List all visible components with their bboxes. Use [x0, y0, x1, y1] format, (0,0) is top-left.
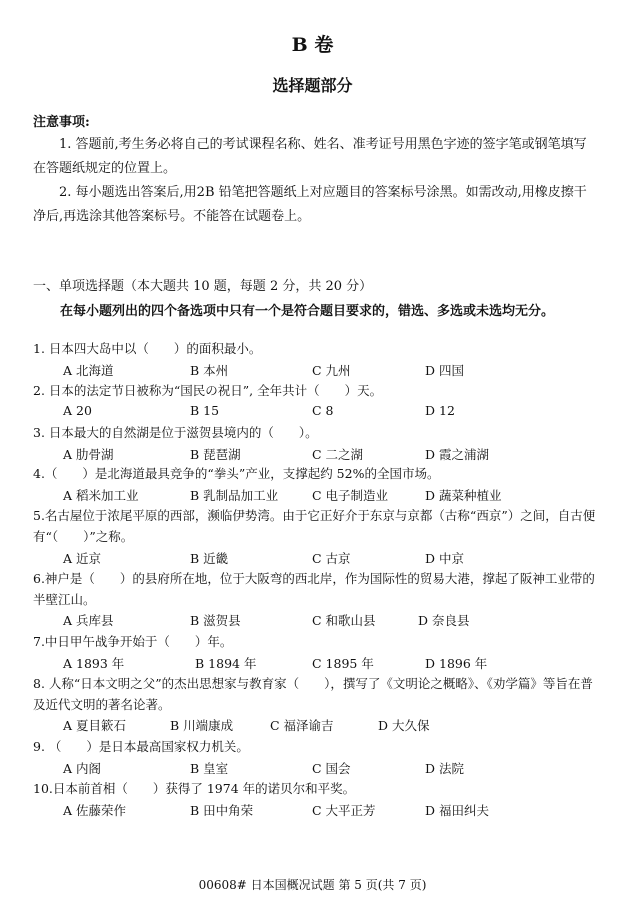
option: C 1895 年: [312, 656, 374, 671]
question-stem: 6.神户是（ ）的县府所在地，位于大阪弯的西北岸，作为国际性的贸易大港，撑起了阪神工业带的半壁江山。: [33, 571, 595, 607]
option: A 夏目簌石: [63, 718, 127, 733]
option: C 电子制造业: [312, 488, 389, 503]
option: C 和歌山县: [312, 613, 376, 628]
question-stem: 1. 日本四大岛中以（ ）的面积最小。: [33, 341, 262, 356]
option: B 川端康成: [170, 718, 234, 733]
option: D 蔬菜种植业: [425, 488, 502, 503]
question-stem: 10.日本前首相（ ）获得了 1974 年的诺贝尔和平奖。: [33, 781, 356, 796]
question-stem: 2. 日本的法定节日被称为“国民の祝日”, 全年共计（ ）天。: [33, 383, 383, 398]
option: B 15: [190, 403, 220, 418]
option: D 四国: [425, 363, 464, 378]
section-instruction: 在每小题列出的四个备选项中只有一个是符合题目要求的，错选、多选或未选均无分。: [60, 304, 555, 319]
option: C 二之湖: [312, 447, 364, 462]
option: D 霞之浦湖: [425, 447, 489, 462]
option: D 1896 年: [425, 656, 488, 671]
option: C 古京: [312, 551, 351, 566]
option: A 稻米加工业: [63, 488, 139, 503]
exam-title: B 卷: [291, 34, 334, 56]
question-stem: 5.名古屋位于浓尾平原的西部，濒临伊势湾。由于它正好介于东京与京都（古称“西京”）之间，自古便有“（ ）”之称。: [33, 508, 596, 544]
option: B 近畿: [190, 551, 229, 566]
option: B 田中角荣: [190, 803, 254, 818]
option: B 1894 年: [195, 656, 257, 671]
option: D 大久保: [378, 718, 430, 733]
option: B 滋贺县: [190, 613, 241, 628]
option: B 琵琶湖: [190, 447, 241, 462]
option: D 12: [425, 403, 455, 418]
option: C 福泽谕吉: [270, 718, 334, 733]
option: B 本州: [190, 363, 229, 378]
option: C 8: [312, 403, 334, 418]
option: D 法院: [425, 761, 464, 776]
option: C 国会: [312, 761, 351, 776]
option: A 肋骨湖: [63, 447, 114, 462]
notice-heading: 注意事项:: [33, 115, 90, 130]
section-title: 选择题部分: [272, 76, 353, 95]
option: A 近京: [63, 551, 102, 566]
question-stem: 3. 日本最大的自然湖是位于滋贺县境内的（ ）。: [33, 425, 318, 440]
question-stem: 8. 人称“日本文明之父”的杰出思想家与教育家（ ），撰写了《文明论之概略》、《劝学篇》等旨在普及近代文明的著名论著。: [33, 676, 593, 712]
page-footer: 00608# 日本国概况试题 第 5 页(共 7 页): [198, 878, 427, 892]
option: D 福田纠夫: [425, 803, 489, 818]
question-stem: 7.中日甲午战争开始于（ ）年。: [33, 634, 233, 649]
option: A 20: [63, 403, 92, 418]
option: B 皇室: [190, 761, 229, 776]
option: A 兵库县: [63, 613, 114, 628]
option: A 内阁: [63, 761, 102, 776]
question-stem: 4.（ ）是北海道最具竞争的“拳头”产业，支撑起约 52%的全国市场。: [33, 466, 440, 481]
question-stem: 9. （ ）是日本最高国家权力机关。: [33, 739, 249, 754]
option: C 大平正芳: [312, 803, 376, 818]
option: B 乳制品加工业: [190, 488, 279, 503]
option: C 九州: [312, 363, 351, 378]
notice-item: 2. 每小题选出答案后,用2B 铅笔把答题纸上对应题目的答案标号涂黑。如需改动,用橡皮擦干净后,再选涂其他答案标号。不能答在试题卷上。: [33, 185, 587, 224]
option: D 奈良县: [418, 613, 470, 628]
option: D 中京: [425, 551, 464, 566]
section-heading: 一、单项选择题（本大题共 10 题，每题 2 分，共 20 分）: [33, 279, 373, 294]
option: A 北海道: [63, 363, 114, 378]
option: A 佐藤荣作: [63, 803, 127, 818]
notice-item: 1. 答题前,考生务必将自己的考试课程名称、姓名、准考证号用黑色字迹的签字笔或钢笔填写在答题纸规定的位置上。: [33, 137, 587, 176]
option: A 1893 年: [63, 656, 125, 671]
